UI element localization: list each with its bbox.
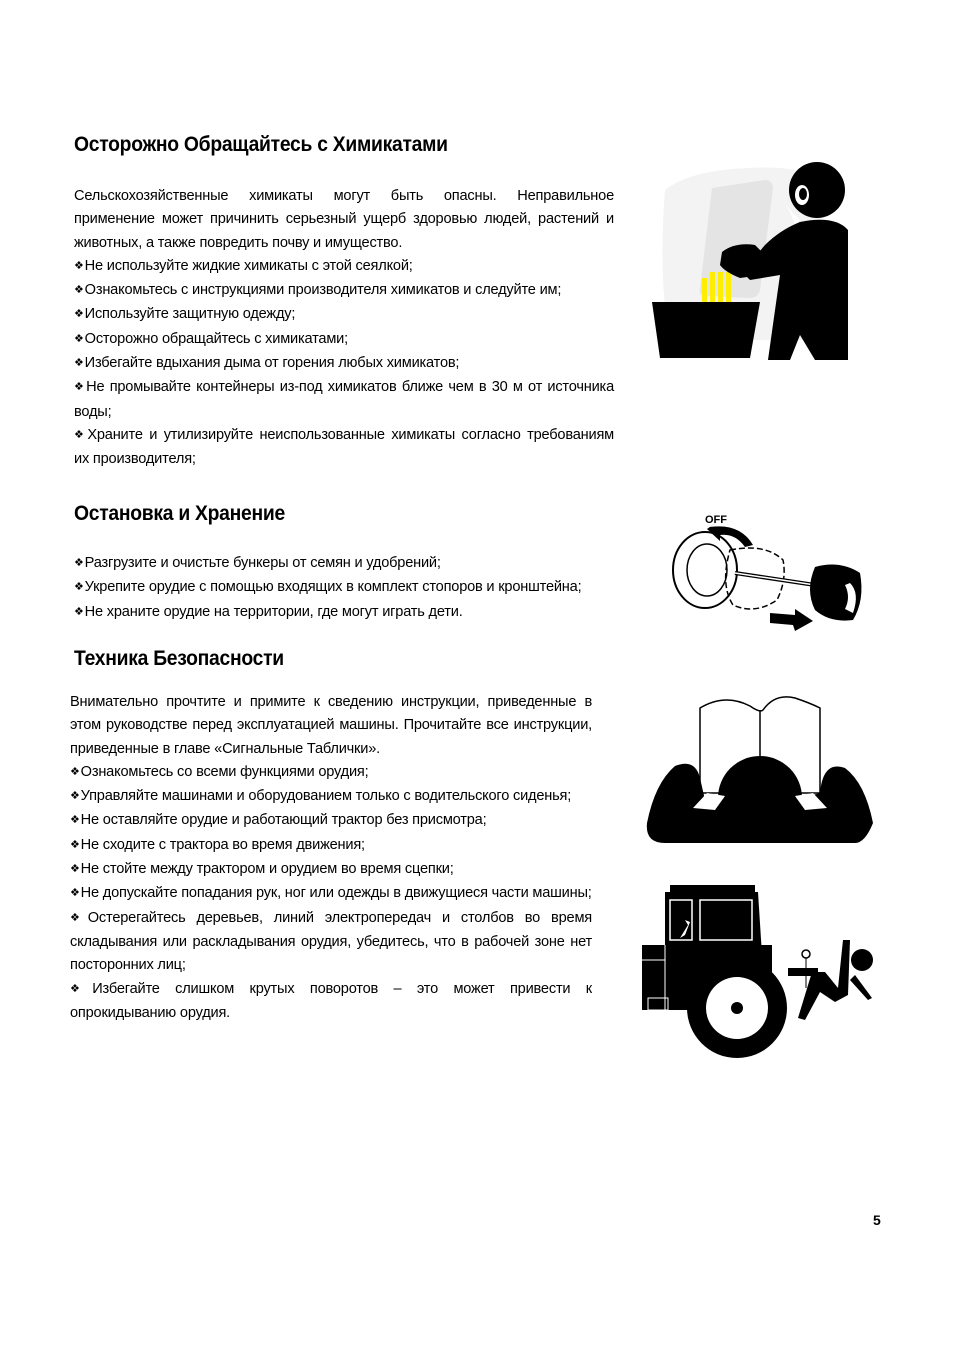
section-title-chemicals: Осторожно Обращайтесь с Химикатами: [74, 133, 448, 156]
person-with-chemicals-icon: [650, 160, 850, 365]
section-title-safety: Техника Безопасности: [74, 647, 284, 670]
bullet-item: ❖ Не стойте между трактором и орудием во время сцепки;: [70, 858, 592, 882]
bullet-item: ❖ Используйте защитную одежду;: [74, 303, 614, 327]
bullet-item: ❖ Остерегайтесь деревьев, линий электропередач и столбов во время складывания или раскладывания орудия, убедитесь, что в рабочей зоне нет посторонних лиц;: [70, 907, 592, 978]
bullet-item: ❖ Храните и утилизируйте неиспользованные химикаты согласно требованиям их производителя;: [74, 424, 614, 472]
bullet-item: ❖ Не сходите с трактора во время движения;: [70, 834, 592, 858]
bullet-item: ❖ Разгрузите и очистьте бункеры от семян и удобрений;: [74, 552, 634, 576]
person-reading-manual-icon: [645, 688, 875, 848]
section-body-safety: [70, 691, 592, 1025]
bullet-item: ❖ Не храните орудие на территории, где могут играть дети.: [74, 601, 634, 625]
page-number: 5: [873, 1212, 881, 1228]
intro-paragraph: Внимательно прочтите и примите к сведению инструкции, приведенные в этом руководстве перед эксплуатацией машины. Прочитайте все инструкции, приведенные в главе «Сигнальные Таблички».: [70, 694, 592, 757]
bullet-item: ❖ Не используйте жидкие химикаты с этой сеялкой;: [74, 255, 614, 279]
section-title-storage: Остановка и Хранение: [74, 502, 285, 525]
bullet-item: ❖ Ознакомьтесь со всеми функциями орудия;: [70, 761, 592, 785]
bullet-item: ❖ Не промывайте контейнеры из-под химикатов ближе чем в 30 м от источника воды;: [74, 376, 614, 424]
bullet-item: ❖ Избегайте слишком крутых поворотов – это может привести к опрокидыванию орудия.: [70, 978, 592, 1026]
section-body-chemicals: [74, 185, 614, 472]
bullet-item: ❖ Осторожно обращайтесь с химикатами;: [74, 328, 614, 352]
intro-paragraph: Сельскохозяйственные химикаты могут быть опасны. Неправильное применение может причинить серьезный ущерб здоровью людей, растений и животных, а также повредить почву и имущество.: [74, 188, 614, 251]
section-body-storage: [74, 552, 634, 625]
ignition-key-off-icon: [665, 505, 870, 635]
off-label: OFF: [705, 514, 727, 526]
bullet-item: ❖ Не оставляйте орудие и работающий трактор без присмотра;: [70, 809, 592, 833]
bullet-item: ❖ Ознакомьтесь с инструкциями производителя химикатов и следуйте им;: [74, 279, 614, 303]
bullet-item: ❖ Укрепите орудие с помощью входящих в комплект стопоров и кронштейна;: [74, 576, 634, 600]
bullet-item: ❖ Не допускайте попадания рук, ног или одежды в движущиеся части машины;: [70, 882, 592, 906]
bullet-item: ❖ Управляйте машинами и оборудованием только с водительского сиденья;: [70, 785, 592, 809]
bullet-item: ❖ Избегайте вдыхания дыма от горения любых химикатов;: [74, 352, 614, 376]
tractor-hitch-crush-hazard-icon: [640, 880, 875, 1060]
